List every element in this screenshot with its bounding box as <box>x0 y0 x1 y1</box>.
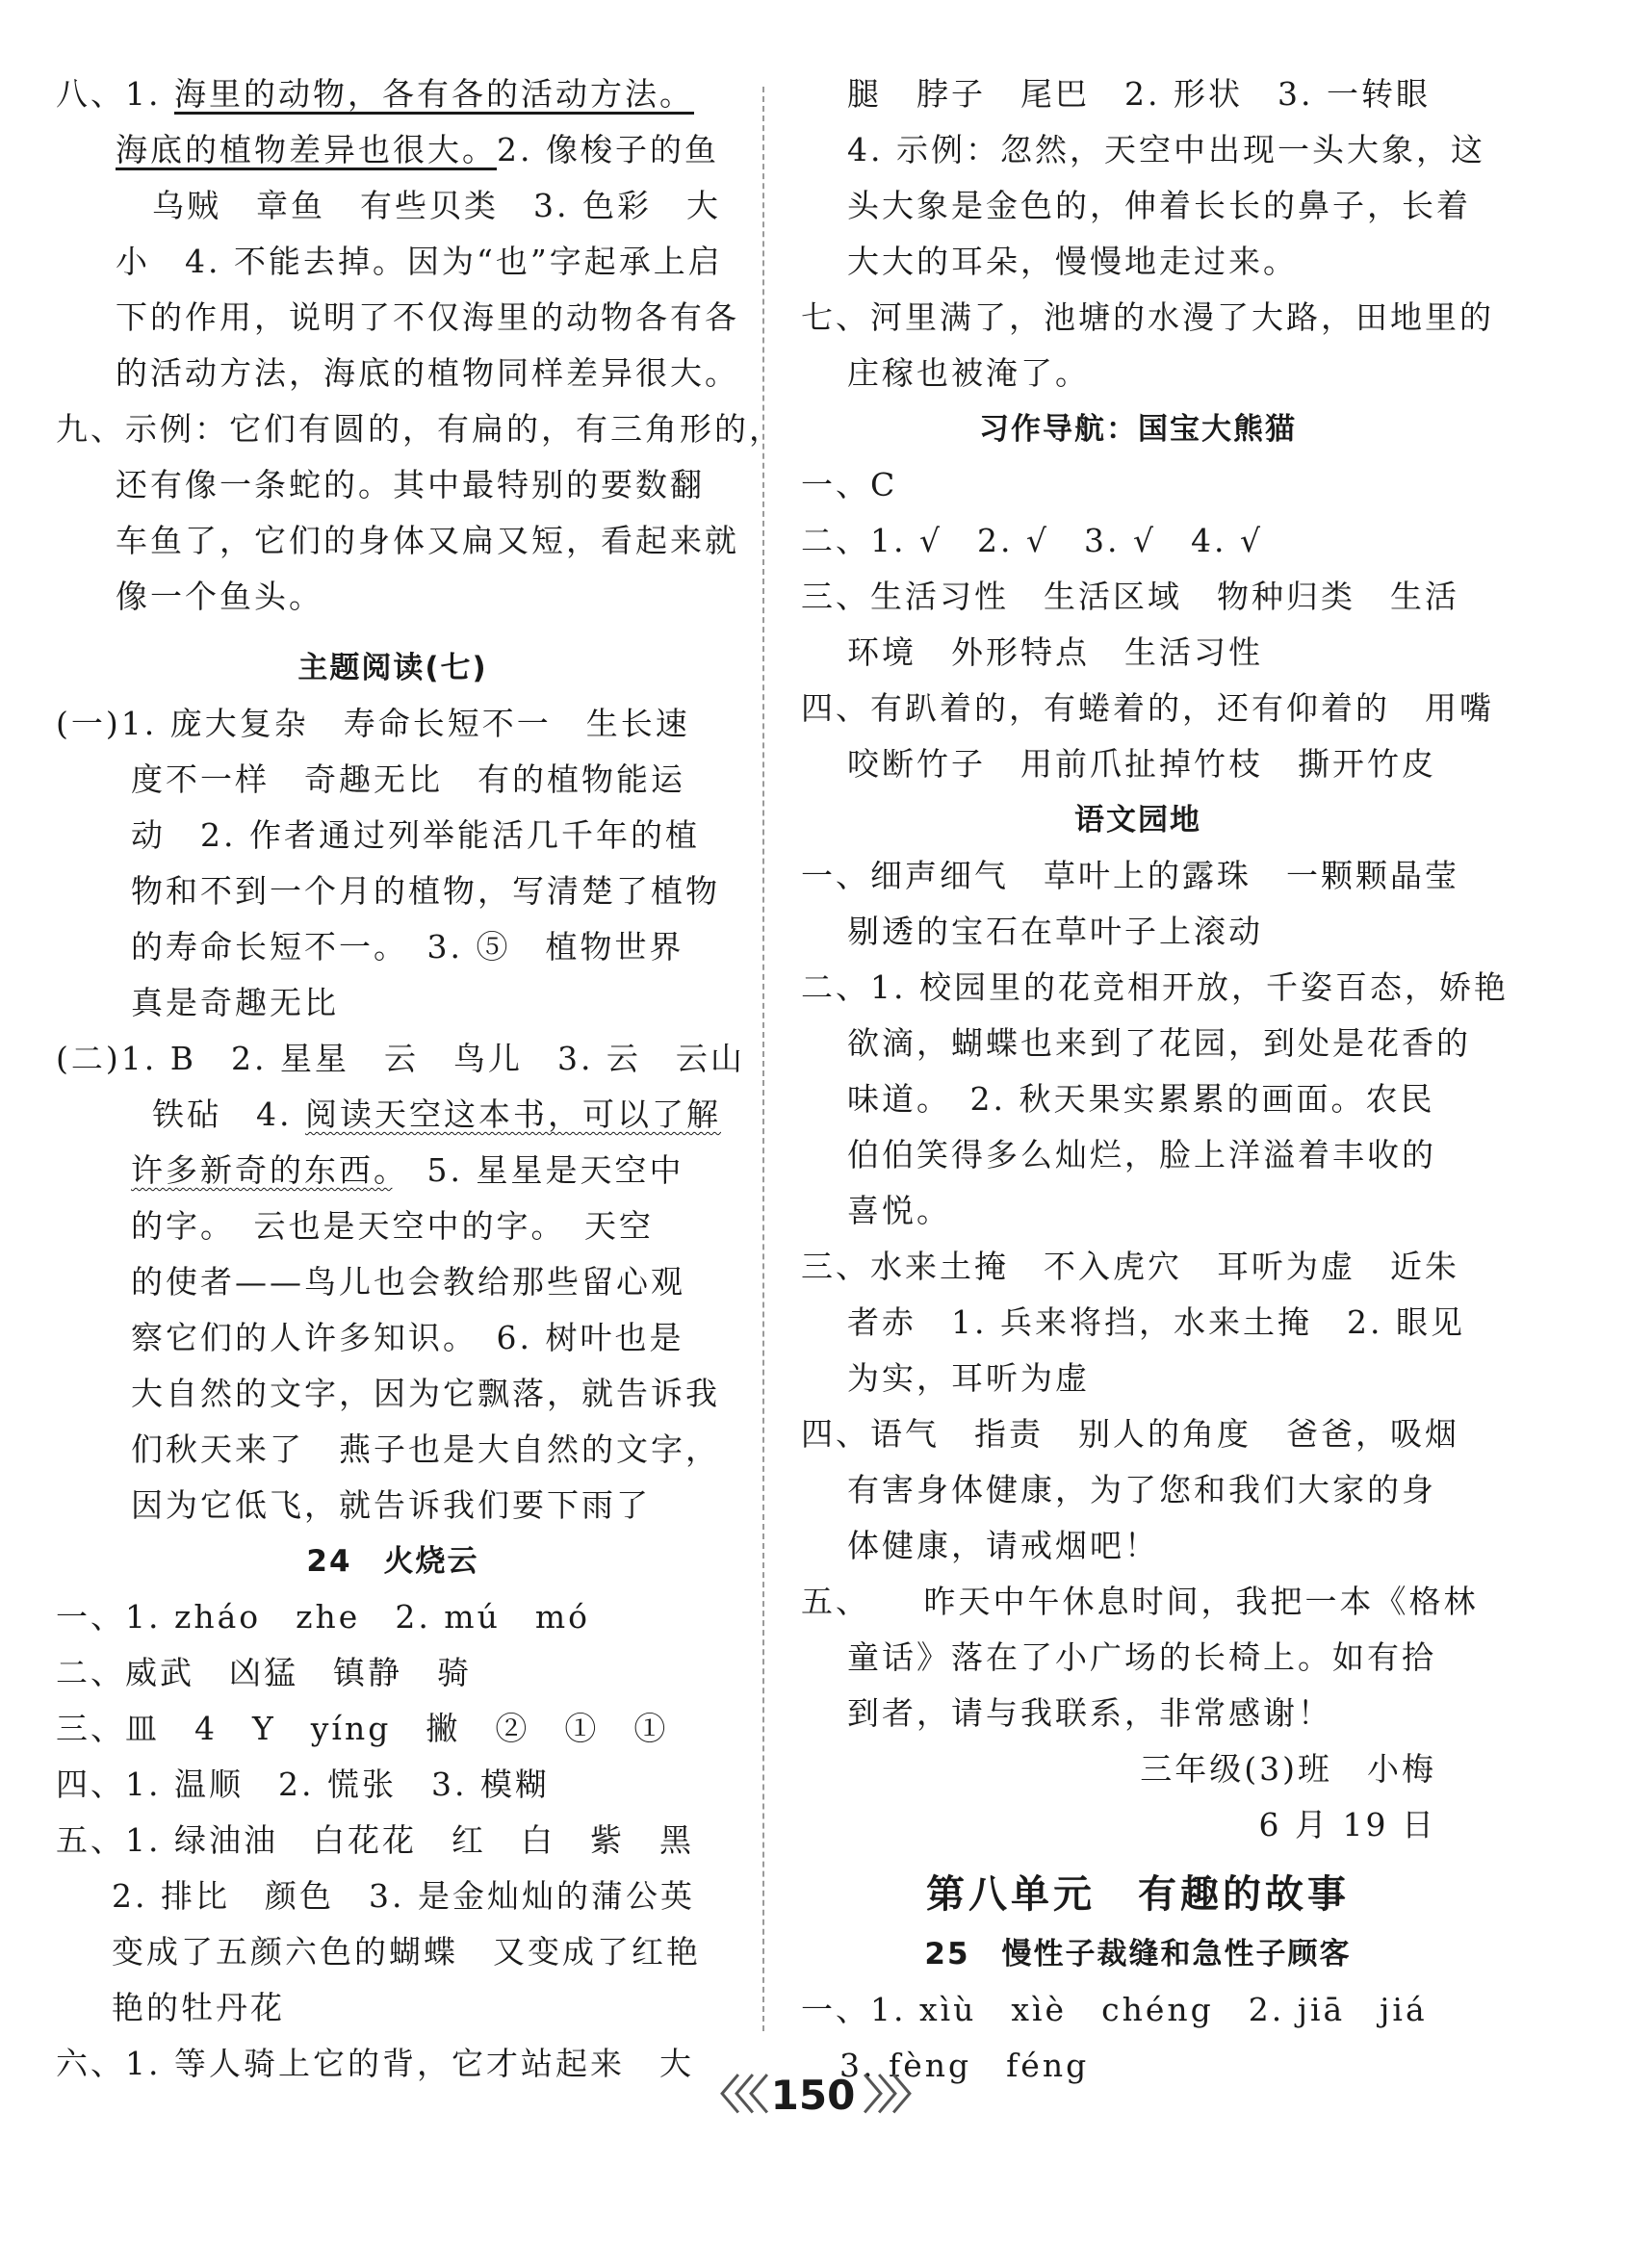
answer-line: 九、示例：它们有圆的，有扁的，有三角形的， <box>56 410 784 448</box>
letter-date: 6 月 19 日 <box>1258 1806 1436 1843</box>
answer-line: 察它们的人许多知识。 6. 树叶也是 <box>131 1319 684 1356</box>
answer-line: 六、1. 等人骑上它的背，它才站起来 大 <box>56 2045 694 2082</box>
answer-line: 味道。 2. 秋天果实累累的画面。农民 <box>847 1080 1435 1118</box>
answer-line: 五、 昨天中午休息时间，我把一本《格林 <box>801 1583 1479 1620</box>
answer-line: 小 4. 不能去掉。因为“也”字起承上启 <box>116 243 723 280</box>
answer-line: 大自然的文字，因为它飘落，就告诉我 <box>131 1375 720 1412</box>
answer-line: 腿 脖子 尾巴 2. 形状 3. 一转眼 <box>847 75 1431 113</box>
page-number-left-ornament: 〈〈〈 <box>699 2072 763 2119</box>
answer-line: 4. 示例：忽然，天空中出现一头大象，这 <box>847 131 1485 168</box>
answer-line: (一)1. 庞大复杂 寿命长短不一 生长速 <box>56 705 690 742</box>
answer-line: 为实，耳听为虚 <box>847 1359 1090 1397</box>
answer-line: 咬断竹子 用前爪扯掉竹枝 撕开竹皮 <box>847 745 1436 783</box>
answer-line: 欲滴，蝴蝶也来到了花园，到处是花香的 <box>847 1024 1471 1062</box>
answer-line: 一、细声细气 草叶上的露珠 一颗颗晶莹 <box>801 857 1459 894</box>
answer-line: 三、皿 4 Y yíng 撇 ② ① ① <box>56 1710 669 1747</box>
lesson-25-title: 25 慢性子裁缝和急性子顾客 <box>924 1937 1352 1972</box>
answer-line: 2. 排比 颜色 3. 是金灿灿的蒲公英 <box>112 1877 695 1915</box>
answer-line: 四、语气 指责 别人的角度 爸爸，吸烟 <box>801 1415 1459 1453</box>
answer-line: 三、水来土掩 不入虎穴 耳听为虚 近朱 <box>801 1248 1459 1285</box>
answer-line: 们秋天来了 燕子也是大自然的文字， <box>131 1430 720 1468</box>
lesson-24-title: 24 火烧云 <box>306 1544 479 1579</box>
answer-line: 四、有趴着的，有蜷着的，还有仰着的 用嘴 <box>801 689 1494 727</box>
answer-line: 环境 外形特点 生活习性 <box>847 633 1263 671</box>
answer-line: 3. fèng féng <box>839 2047 1090 2084</box>
letter-signature: 三年级(3)班 小梅 <box>1140 1750 1436 1788</box>
answer-line: 伯伯笑得多么灿烂，脸上洋溢着丰收的 <box>847 1136 1436 1173</box>
answer-line: 童话》落在了小广场的长椅上。如有拾 <box>847 1638 1436 1676</box>
answer-line: 头大象是金色的，伸着长长的鼻子，长着 <box>847 187 1471 224</box>
answer-line: 还有像一条蛇的。其中最特别的要数翻 <box>116 466 705 503</box>
page-number <box>0 2072 1626 2120</box>
answer-line: 车鱼了，它们的身体又扁又短，看起来就 <box>116 522 739 559</box>
answer-line: 二、1. √ 2. √ 3. √ 4. √ <box>801 522 1264 559</box>
answer-line: 度不一样 奇趣无比 有的植物能运 <box>131 760 685 798</box>
answer-line: (二)1. B 2. 星星 云 鸟儿 3. 云 云山 <box>56 1040 745 1077</box>
answer-line: 因为它低飞，就告诉我们要下雨了 <box>131 1486 651 1524</box>
unit-8-title: 第八单元 有趣的故事 <box>926 1872 1350 1917</box>
answer-line: 剔透的宝石在草叶子上滚动 <box>847 913 1263 950</box>
answer-line: 一、C <box>801 466 898 503</box>
answer-line: 四、1. 温顺 2. 慌张 3. 模糊 <box>56 1765 550 1803</box>
page-number-value: 150 <box>770 2072 856 2119</box>
answer-line: 的使者——鸟儿也会教给那些留心观 <box>131 1263 685 1301</box>
answer-line: 许多新奇的东西。 5. 星星是天空中 <box>131 1151 684 1189</box>
answer-line: 乌贼 章鱼 有些贝类 3. 色彩 大 <box>152 187 721 224</box>
answer-line: 庄稼也被淹了。 <box>847 354 1090 392</box>
answer-line: 下的作用，说明了不仅海里的动物各有各 <box>116 298 739 336</box>
answer-line: 二、1. 校园里的花竞相开放，千姿百态，娇艳 <box>801 968 1509 1006</box>
answer-line: 有害身体健康，为了您和我们大家的身 <box>847 1471 1436 1508</box>
answer-line: 一、1. zháo zhe 2. mú mó <box>56 1598 591 1636</box>
answer-line: 到者，请与我联系，非常感谢！ <box>847 1694 1332 1732</box>
answer-line: 物和不到一个月的植物，写清楚了植物 <box>131 872 720 910</box>
answer-line: 真是奇趣无比 <box>131 984 339 1021</box>
chinese-garden-title: 语文园地 <box>1074 803 1201 838</box>
section-title-theme-reading: 主题阅读(七) <box>297 651 488 685</box>
answer-line: 体健康，请戒烟吧！ <box>847 1527 1159 1564</box>
answer-line: 喜悦。 <box>847 1192 951 1229</box>
answer-line: 的字。 云也是天空中的字。 天空 <box>131 1207 654 1245</box>
answer-line: 大大的耳朵，慢慢地走过来。 <box>847 243 1298 280</box>
answer-line: 海底的植物差异也很大。2. 像梭子的鱼 <box>116 131 719 168</box>
answer-line: 铁砧 4. 阅读天空这本书，可以了解 <box>152 1095 721 1133</box>
answer-line: 一、1. xìù xìè chéng 2. jiā jiá <box>801 1991 1428 2028</box>
answer-line: 动 2. 作者通过列举能活几千年的植 <box>131 816 700 854</box>
answer-line: 的活动方法，海底的植物同样差异很大。 <box>116 354 739 392</box>
answer-line: 三、生活习性 生活区域 物种归类 生活 <box>801 578 1459 615</box>
answer-line: 艳的牡丹花 <box>112 1989 285 2026</box>
answer-line: 五、1. 绿油油 白花花 红 白 紫 黑 <box>56 1821 694 1859</box>
page-number-right-ornament: 〉〉〉 <box>863 2072 927 2119</box>
column-divider <box>762 87 764 2031</box>
answer-line: 像一个鱼头。 <box>116 578 323 615</box>
answer-line: 八、1. 海里的动物，各有各的活动方法。 <box>56 75 694 113</box>
answer-line: 二、威武 凶猛 镇静 骑 <box>56 1654 472 1691</box>
answer-line: 的寿命长短不一。 3. ⑤ 植物世界 <box>131 928 684 966</box>
answer-line: 七、河里满了，池塘的水漫了大路，田地里的 <box>801 298 1494 336</box>
answer-line: 者赤 1. 兵来将挡，水来土掩 2. 眼见 <box>847 1303 1465 1341</box>
answer-line: 变成了五颜六色的蝴蝶 又变成了红艳 <box>112 1933 701 1971</box>
writing-guide-title: 习作导航：国宝大熊猫 <box>979 412 1297 447</box>
